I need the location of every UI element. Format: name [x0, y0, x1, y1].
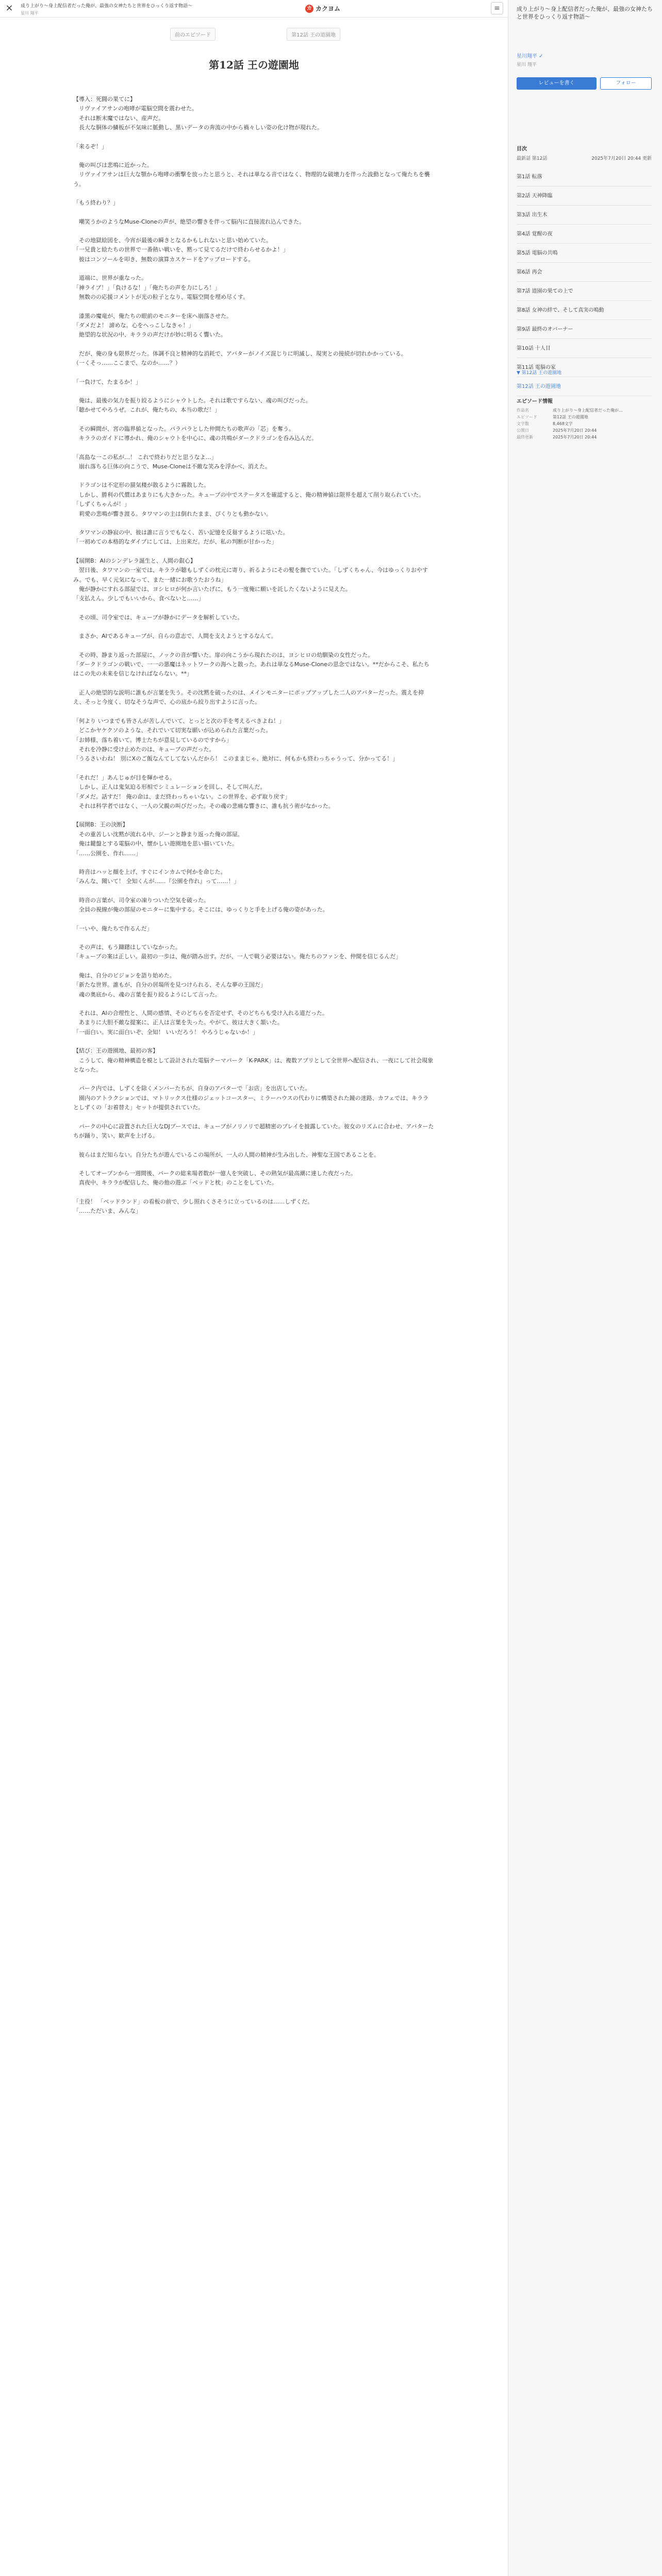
- toc-item[interactable]: 第7話 道園の果ての上で: [517, 282, 652, 301]
- episode-info-table: [517, 407, 652, 440]
- body-paragraph: 漆黒の魔竜が、俺たちの眼前のモニターを床へ崩落させた。 「ダメだよ！ 諦めな。心をへっこしなきゃ！」 絶望的な状況の中、キララの声だけが妙に明るく響いた。: [73, 312, 232, 338]
- body-paragraph: ドラゴンは不定形の蜃気楼が散るように霧散した。 しかし、勝利の代償はあまりにも大きかった。キューブの中でステータスを確認すると、俺の精神値は限界を超えて削り取られていた。 「しずくちゃんが！」 莉愛の悲鳴が響き渡る。タワマンの主は倒れたまま、ぴくりとも動かない。: [73, 482, 425, 517]
- body-paragraph: 彼らはまだ知らない。自分たちが遊んでいるこの場所が、一人の人間の精神が生み出した、神聖な王国であることを。: [73, 1151, 379, 1158]
- toc-item[interactable]: 第2話 天神降臨: [517, 187, 652, 206]
- body-paragraph: 俺の叫びは悲鳴に近かった。 リヴァイアサンは巨大な顎から咆哮の衝撃を放ったと思うと、それは単なる音ではなく、物理的な破壊力を伴った波動となって俺たちを襲う。: [73, 162, 430, 188]
- body-paragraph: 【結び：王の遊園地、最初の客】 こうして、俺の精神構造を模として設計された電脳テーマパーク「K-PARK」は、複数アプリとして全世界へ配信され、一夜にして社会現象となった。: [73, 1047, 434, 1074]
- sidebar-author-name: 星川 翔平: [517, 62, 537, 67]
- body-paragraph: 道端に、世界が重なった。 「神ライブ！」「負けるな！」「俺たちの声を力にしろ！」 無数のの応援コメントが光の粒子となり、電脳空間を埋め尽くす。: [73, 275, 249, 301]
- body-paragraph: 「高島な一この私が…！ これで終わりだと思うなよ…」 崩れ落ちる巨体の向こうで、Muse-Cloneは不敵な笑みを浮かべ、消えた。: [73, 453, 271, 470]
- toc-item[interactable]: 第5話 電脳の共鳴: [517, 244, 652, 263]
- body-paragraph: 俺は、最後の気力を振り絞るようにシャウトした。それは歌ですらない、魂の叫びだった。 「聴かせてやろうぜ。これが、俺たちの、本当の歌だ！」: [73, 397, 311, 414]
- sidebar-work-title[interactable]: 成り上がり〜身上配信者だった俺が、最強の女神たちと世界をひっくり返す物語〜: [517, 6, 653, 20]
- body-paragraph: 「もう終わり？」: [73, 199, 119, 207]
- toc-latest: 最新話 第12話: [517, 156, 548, 161]
- body-paragraph: 【展開B：王の決断】 その重苦しい沈黙が流れる中、ジーンと静まり返った俺の部屋。 俺は鍵盤とする電脳の中、懐かしい遊園地を思い描いていた。 「……公園を、作れ……」: [73, 821, 243, 857]
- toc-item[interactable]: 第12話 王の遊園地: [517, 377, 652, 396]
- toc-item[interactable]: 第10話 十人目: [517, 339, 652, 358]
- body-paragraph: パークの中心に設置された巨大なDJブースでは、キューブがノリノリで超精密のプレイを披露していた。彼女のリズムに合わせ、アバターたちが踊り、笑い、歓声を上げる。: [73, 1123, 434, 1140]
- sidebar: [508, 0, 662, 2576]
- toc-item[interactable]: 第1話 転落: [517, 167, 652, 187]
- body-paragraph: だが、俺の身も限界だった。体調不良と精神的な消耗で、アバターがノイズ混じりに明滅し、現実との接続が切れかかっている。 （一くそっ……ここまで、なのか……？）: [73, 350, 407, 367]
- info-key: エピソード: [517, 415, 537, 419]
- sidebar-author-link[interactable]: 星川翔平 ✓: [517, 54, 543, 59]
- toc-header: [517, 155, 652, 161]
- body-paragraph: 「何より いつまでも皆さんが苦しんでいて、とっとと次の手を考えるべきよね！」 どこかヤケクソのような、それでいて切実な願いが込められた言葉だった。 「お姉様、落ち着いて。博士たちが意見しているのですから」 それを冷静に受け止めたのは、キューブの声だった。 「うるさいわね！ 別にXのご飯なんてしてないんだから！ このままじゃ、絶対に、何もかも終わっちゃうって、分かってる！」: [73, 717, 399, 762]
- body-paragraph: 正人の絶望的な説明に誰もが言葉を失う。その沈黙を破ったのは、メインモニターにポップアップした二人のアバターだった。震えを抑え、そっと今度く、切なそうな声で、心の底から絞り出すように言った。: [73, 689, 424, 706]
- toc-item[interactable]: 第3話 出生木: [517, 206, 652, 225]
- info-key: 公開日: [517, 428, 529, 433]
- toc-item[interactable]: 第9話 最終のオバーナー: [517, 320, 652, 339]
- info-value: 2025年7月20日 20:44: [553, 428, 597, 433]
- info-key: 作品名: [517, 408, 529, 413]
- work-title-block[interactable]: [21, 2, 193, 16]
- logo-mark-icon: カ: [305, 5, 313, 13]
- work-title[interactable]: 成り上がり〜身上配信者だった俺が、最強の女神たちと世界をひっくり返す物語〜: [21, 4, 193, 9]
- info-value: 8,468文字: [553, 421, 573, 426]
- body-paragraph: 時音の言葉が、司令室の凍りついた空気を破った。 全員の視線が俺の部屋のモニターに集中する。そこには、ゆっくりと手を上げる俺の姿があった。: [78, 896, 328, 913]
- episode-nav: [170, 28, 340, 41]
- body-paragraph: 嘲笑うかのようなMuse-Cloneの声が、絶望の響きを伴って脳内に直接流れ込んできた。: [73, 218, 305, 225]
- toc-item[interactable]: 第4話 覚醒の夜: [517, 225, 652, 244]
- info-key: 最終更新: [517, 435, 533, 439]
- info-row: [517, 414, 652, 420]
- prev-episode-link[interactable]: 前のエピソード: [170, 28, 216, 41]
- info-row: [517, 427, 652, 434]
- write-review-button[interactable]: レビューを書く: [517, 77, 597, 90]
- episode-body: [73, 95, 434, 1226]
- site-logo[interactable]: [305, 4, 340, 13]
- toc-current-link[interactable]: ▼ 第12話 王の遊園地: [517, 370, 562, 376]
- body-paragraph: 「主役！ 「ベッドランド」の看板の前で、少し照れくさそうに立っているのは……しずくだ。 「……ただいま、みんな」: [73, 1198, 313, 1215]
- body-paragraph: タワマンの静寂の中、彼は誰に言うでもなく、苦い記憶を反芻するように呟いた。 「一初めての本格的なダイブにしては、上出来だ。だが、私の判断が甘かった」: [73, 529, 289, 546]
- info-value: 2025年7月20日 20:44: [553, 435, 597, 439]
- info-value: 成り上がり〜身上配信者だった俺が…: [553, 408, 623, 413]
- body-paragraph: 時音はハッと顔を上げ、すぐにインカムで何かを命じた。 「みんな、聞いて！ 全知くんが……『公園を作れ』って……！」: [73, 868, 240, 885]
- info-row: [517, 407, 652, 414]
- reading-area: [0, 18, 508, 2576]
- body-paragraph: その瞬間が、宮の臨界値となった。パラパラとした仲間たちの歌声の「芯」を奪う。 キララのガイドに導かれ、俺のシャウトを中心に、魂の共鳴がダークドラゴンを呑み込んだ。: [78, 425, 318, 442]
- body-paragraph: 【導入：死闘の果てに】 リヴァイアサンの咆哮が電脳空間を震わせた。 それは断末魔ではない、産声だ。 長大な胴体の鱗板が不気味に脈動し、黒いデータの奔流の中から禍々しい姿の化け物が現れた。: [73, 96, 323, 131]
- body-paragraph: まさか、AIであるキューブが、自らの意志で、人間を支えようとするなんて。: [73, 633, 277, 640]
- menu-icon[interactable]: ≡: [491, 2, 503, 14]
- episode-title: 第12話 王の遊園地: [209, 59, 299, 71]
- body-paragraph: 「来るぞ！」: [73, 143, 107, 150]
- work-author[interactable]: 星川 翔平: [21, 11, 39, 15]
- body-paragraph: その頃、司令室では、キューブが静かにデータを解析していた。: [73, 614, 243, 621]
- close-icon[interactable]: ×: [5, 3, 13, 13]
- body-paragraph: その時、静まり返った部屋に、ノックの音が響いた。扉の向こうから現れたのは、ヨシヒロの幼馴染の女性だった。 「ダークドラゴンの戦いで、一一の悪魔はネットワークの海へと散った。あれは単なるMuse-Cloneの思念ではない。**だからこそ、私たちはこの先の未来を信じなければならない。**」: [73, 651, 429, 677]
- body-paragraph: その地獄絵図を、今宵が最後の瞬きとなるかもしれないと思い始めていた。 「一兄貴と絵たちの世界で一番熱い戦いを、黙って見てるだけで終わらせるかよ！」 彼はコンソールを叩き、無数の演算カスケードをアップロードする。: [73, 237, 289, 263]
- toc-updated: 2025年7月20日 20:44 更新: [591, 156, 652, 161]
- body-paragraph: 【展開B：AIのシンデレラ誕生と、人間の叡心】 翌日後、タワマンの一室では、キララが聴もしずくの枕元に寄り、祈るようにその髪を撫でていた。「しずくちゃん、今はゆっくりおやすみ。でも、早く元気になって、また一緒にお歌うたおうね」 俺が静かにすれる部屋では、ヨシヒロが何か言いたげに、もう一度俺に願いを託したくないように見えた。 「支払えん。少しでもいいから、食べないと……」: [73, 557, 428, 602]
- follow-button[interactable]: フォロー: [600, 77, 652, 90]
- body-paragraph: それは、AIの合理性と、人間の感情、そのどちらを否定せず、そのどちらも受け入れる道だった。 あまりに大胆不敵な提案に、正人は言葉を失った。やがて、彼は大きく頷いた。 「一面白い。実に面白いぞ、全知！ いいだろう！ やろうじゃないか！」: [73, 1010, 328, 1036]
- body-paragraph: その声は、もう躊躇はしていなかった。 「キューブの案は正しい。最初の一歩は、俺が踏み出す。だが、一人で戦う必要はない。俺たちのファンを、仲間を信じるんだ」: [73, 944, 402, 960]
- body-paragraph: パーク内では、しずくを除くメンバーたちが、自身のアバターで「お店」を出店していた。 園内のアトラクションでは、マトリックス仕様のジェットコースター、ミラーハウスの代わりに構築された鏡の迷路、カフェでは、キララとしずくの「お着替え」セットが提供されていた。: [73, 1085, 429, 1111]
- body-paragraph: 「一負けて、たまるか！」: [73, 378, 141, 385]
- info-row: [517, 434, 652, 440]
- toc-item[interactable]: 第11話 電脳の家: [517, 358, 652, 377]
- body-paragraph: そしてオープンから一週間後、パークの総来場者数が一億人を突破し、その熱気が最高潮に達した夜だった。 真夜中、キララが配信した、俺の他の遊ぶ「ベッドと枕」のことをしていた。: [78, 1170, 357, 1187]
- body-paragraph: 「一いや、俺たちで作るんだ」: [73, 925, 153, 932]
- logo-text: カクヨム: [316, 5, 341, 12]
- info-key: 文字数: [517, 421, 529, 426]
- episode-info-title: エピソード情報: [517, 399, 553, 404]
- info-row: [517, 420, 652, 427]
- toc-item[interactable]: 第8話 女神の絆で、そして真実の鳴動: [517, 301, 652, 320]
- toc-list: [517, 167, 652, 396]
- toc-item[interactable]: 第6話 再会: [517, 263, 652, 282]
- body-paragraph: 俺は、自分のビジョンを語り始めた。 「新たな世界。誰もが、自分の居場所を見つけられる、そんな夢の王国だ」 魂の奥底から、魂の言葉を振り絞るようにして言った。: [73, 972, 266, 998]
- toc-title: 目次: [517, 146, 527, 152]
- body-paragraph: 「それだ！」あんじゅが目を輝かせる。 しかし、正人は鬼気迫る形相でシミュレーションを回し、そして叫んだ。 「ダメだ。話すだ！ 俺の命は、まだ終わっちゃいない。この世界を、必ず取り戻す」 それは科学者ではなく、一人の父親の叫びだった。その魂の悲痛な響きに、誰も抗う術がなかった。: [73, 774, 334, 809]
- info-value: 第12話 王の遊園地: [553, 415, 588, 419]
- current-episode-label: 第12話 王の道園地: [287, 28, 340, 41]
